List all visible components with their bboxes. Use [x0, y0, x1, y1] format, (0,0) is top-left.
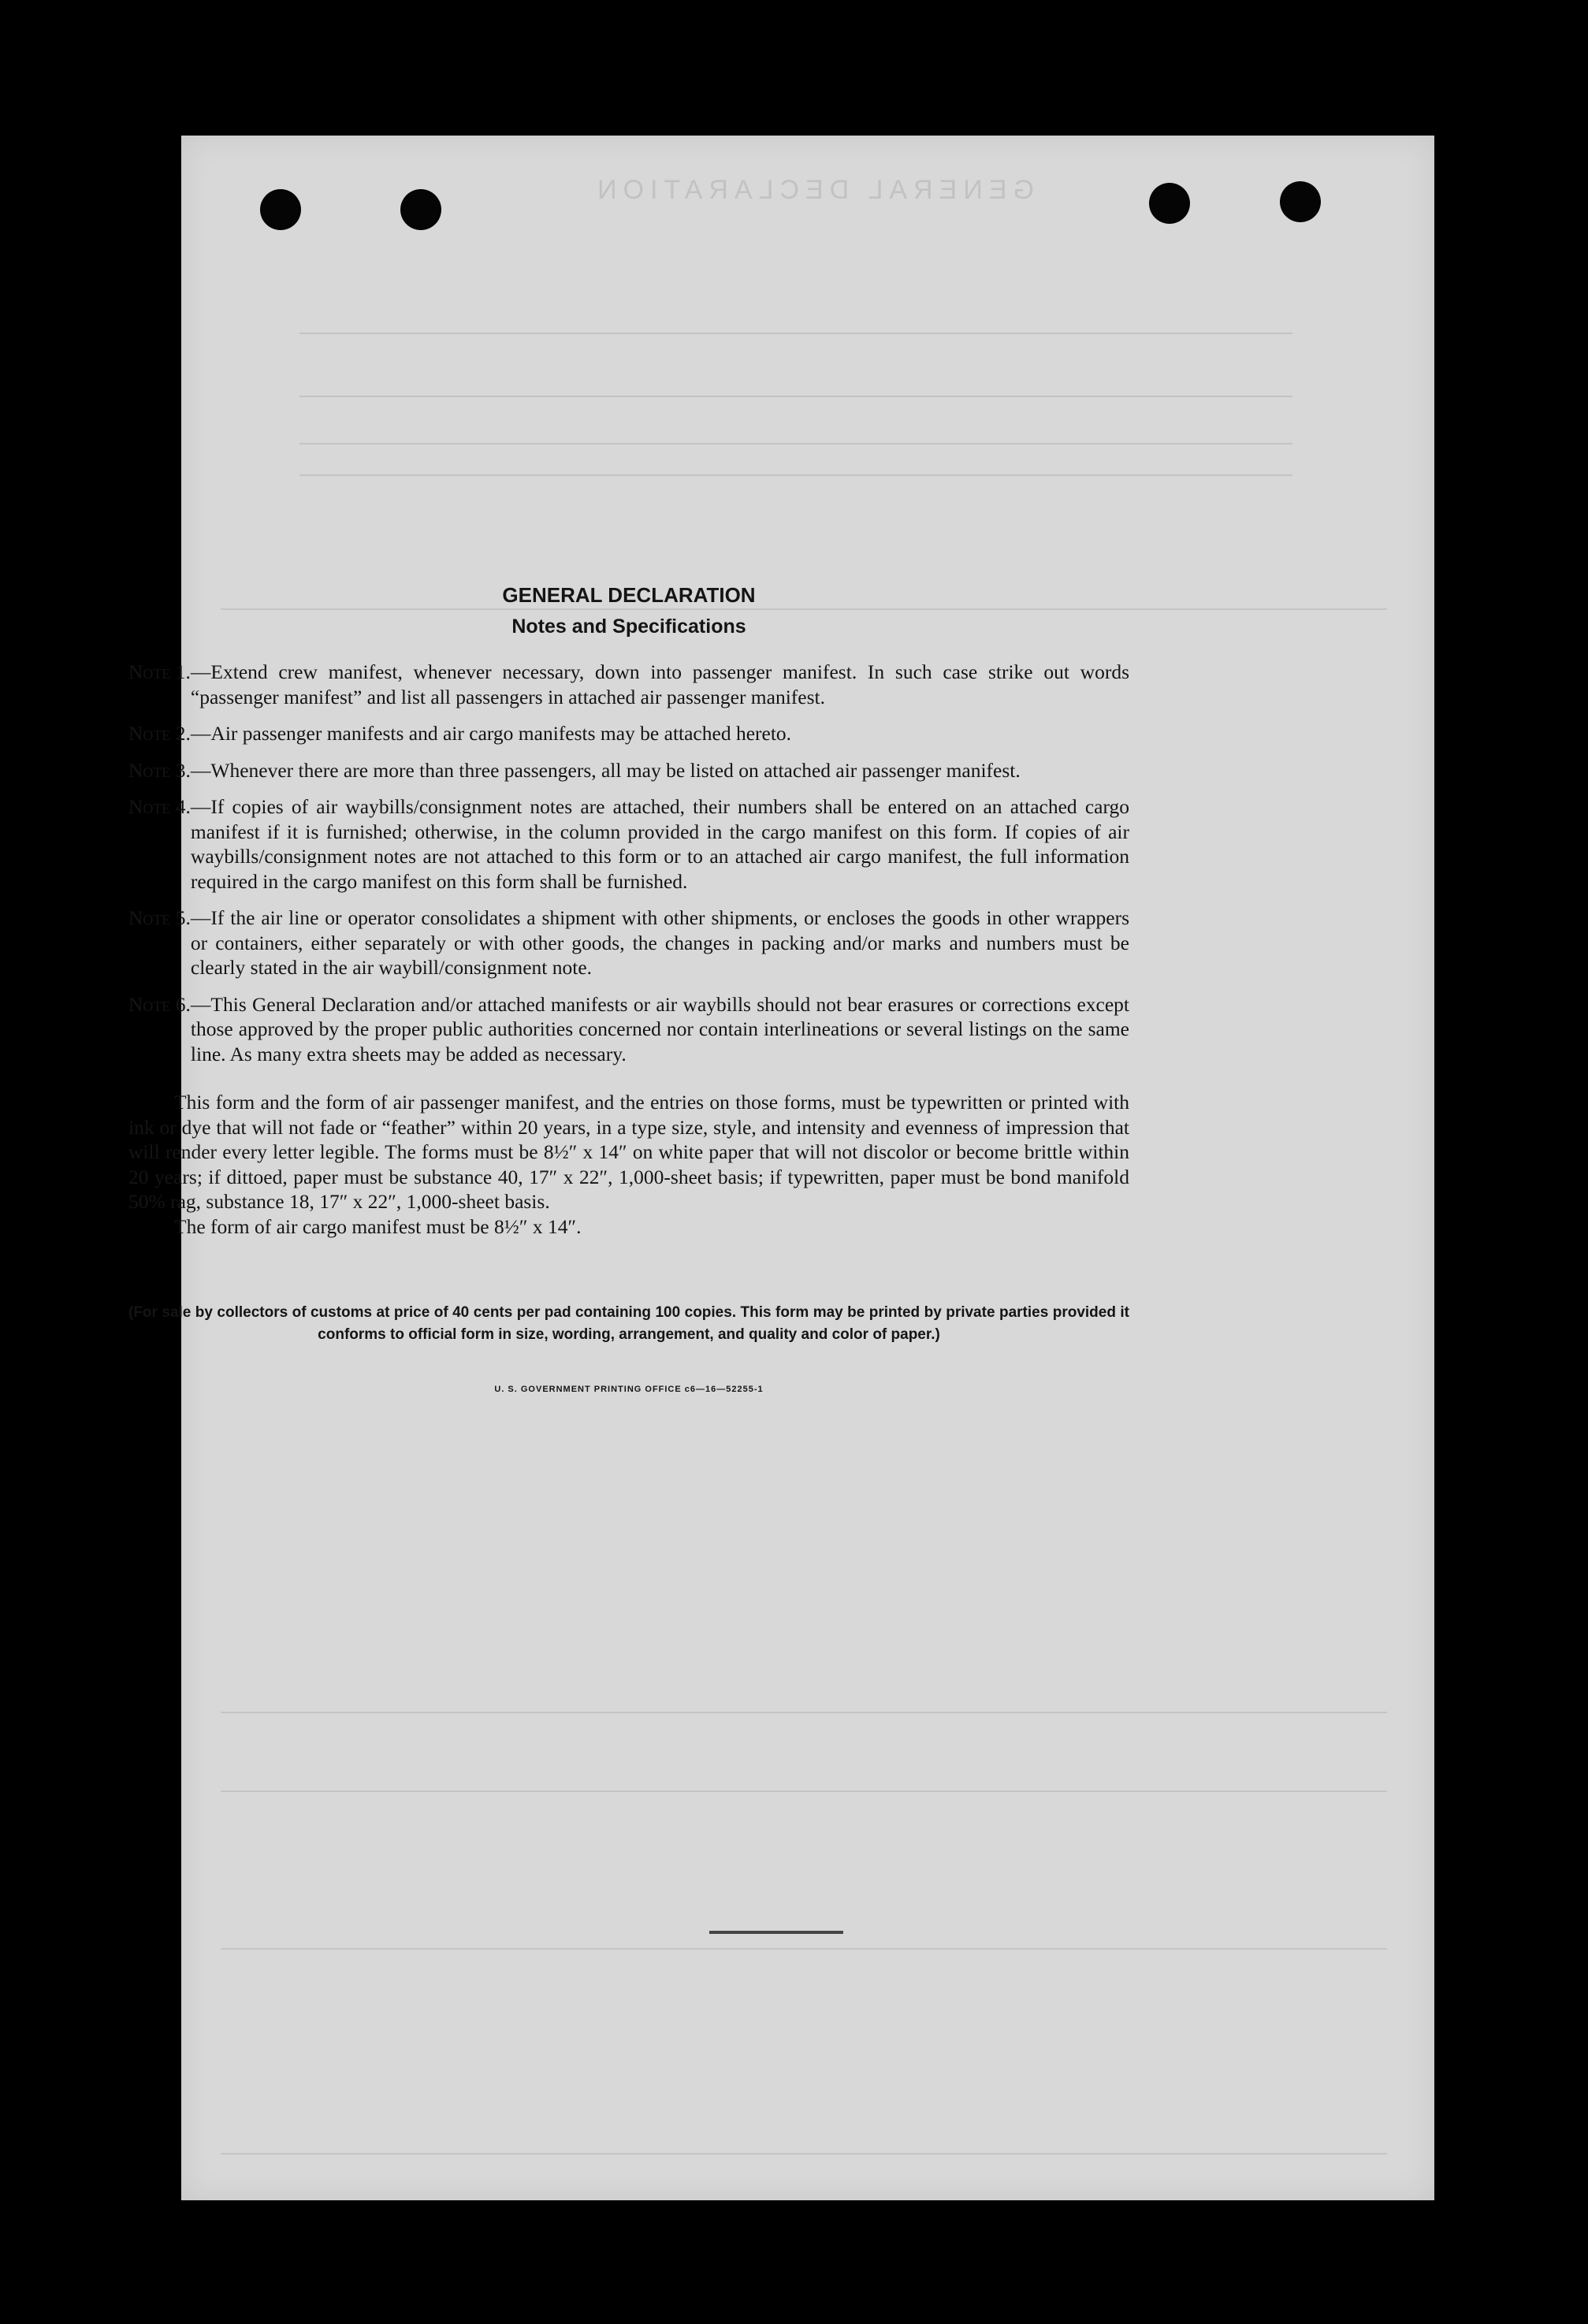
punch-hole — [260, 189, 301, 230]
punch-hole — [1280, 181, 1321, 222]
note-label: Note 5. — [128, 906, 191, 929]
note-text: —Air passenger manifests and air cargo manifests may be attached hereto. — [190, 722, 792, 745]
bleed-through-reverse: GENERAL DECLARATION — [181, 136, 1434, 2200]
note-label: Note 1. — [128, 660, 191, 683]
note-6 — [128, 992, 1129, 1067]
punch-hole — [400, 189, 441, 230]
note-text: —This General Declaration and/or attached manifests or air waybills should not bear erasures or corrections except those approved by the proper public authorities concerned nor contain interlineations or several listings on the same line. As many extra sheets may be added as necessary. — [190, 992, 1129, 1065]
note-text: —Whenever there are more than three passengers, all may be listed on attached air passenger manifest. — [190, 758, 1021, 782]
note-1 — [128, 660, 1129, 709]
specification-paragraph: This form and the form of air passenger manifest, and the entries on those forms, must be typewritten or printed with ink or dye that will not fade or “feather” within 20 years, in a type size, style, and intensity and evenness of impression that will render every letter legible. The forms must be 8½″ x 14″ on white paper that will not discolor or become brittle within 20 years; if dittoed, paper must be substance 40, 17″ x 22″, 1,000-sheet basis; if typewritten, paper must be bond manifold 50% rag, substance 18, 17″ x 22″, 1,000-sheet basis. — [128, 1091, 1129, 1213]
punch-hole — [1149, 183, 1190, 224]
document-subtitle: Notes and Specifications — [511, 615, 746, 638]
note-label: Note 2. — [128, 722, 191, 745]
note-2 — [128, 721, 1129, 746]
note-4 — [128, 794, 1129, 894]
declaration-notes — [128, 583, 1129, 1403]
note-text: —Extend crew manifest, whenever necessary, down into passenger manifest. In such case strike out words “passenger manifest” and list all passengers in attached air passenger manifest. — [190, 660, 1129, 708]
ink-smudge — [709, 1931, 843, 1934]
note-text: —If copies of air waybills/consignment notes are attached, their numbers shall be entered on an attached cargo manifest if it is furnished; otherwise, in the column provided in the cargo manifest on this form. If copies of air waybills/consignment notes are not attached to this form or to an attached air cargo manifest, the full information required in the cargo manifest on this form shall be furnished. — [190, 795, 1129, 893]
note-label: Note 6. — [128, 992, 191, 1016]
note-label: Note 3. — [128, 758, 191, 782]
note-label: Note 4. — [128, 795, 191, 818]
cargo-manifest-size: The form of air cargo manifest must be 8½″ x 14″. — [174, 1214, 582, 1238]
note-3 — [128, 758, 1129, 783]
note-text: —If the air line or operator consolidates a shipment with other shipments, or encloses the goods in other wrappers or containers, either separately or with other goods, the changes in packing and/or marks and numbers must be clearly stated in the air waybill/consignment note. — [190, 906, 1129, 979]
document-title: GENERAL DECLARATION — [502, 583, 756, 607]
sale-notice: (For sale by collectors of customs at price of 40 cents per pad containing 100 copies. This form may be printed by private parties provided it conforms to official form in size, wording, arrangement, and quality and color of paper.) — [128, 1304, 1129, 1343]
note-5 — [128, 905, 1129, 980]
printing-office-line: U. S. GOVERNMENT PRINTING OFFICE c6—16—52255-1 — [494, 1385, 764, 1394]
